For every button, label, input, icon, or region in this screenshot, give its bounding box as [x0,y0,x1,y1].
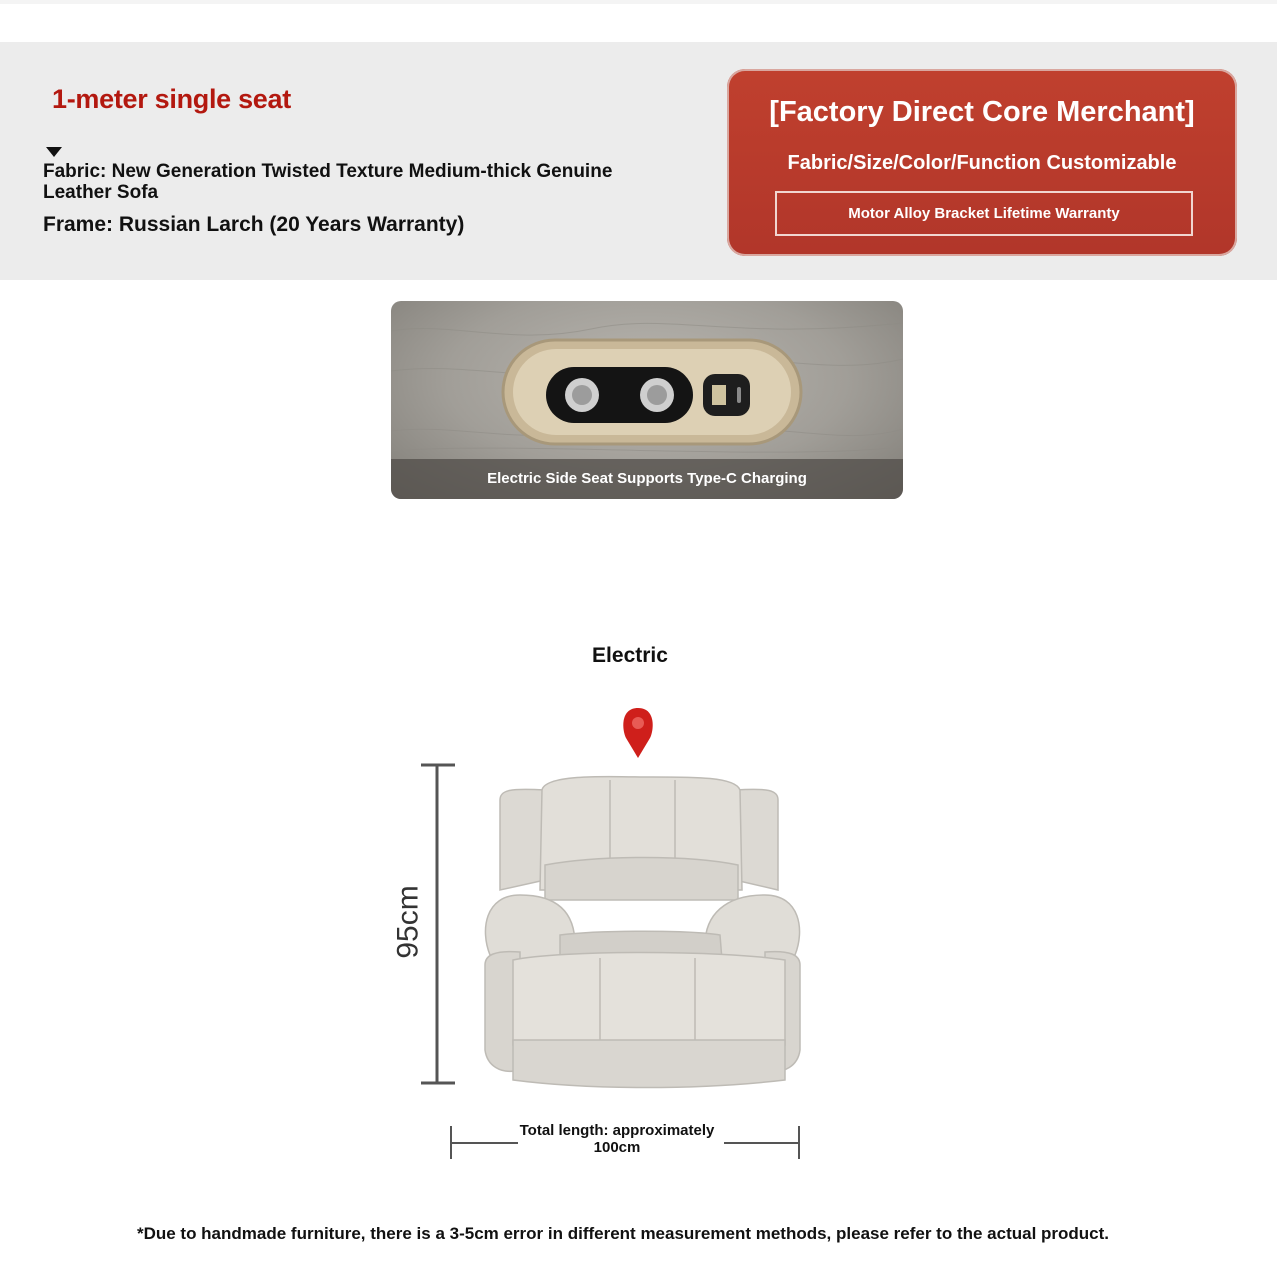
merchant-badge-subtitle: Fabric/Size/Color/Function Customizable [787,152,1177,174]
height-measure-line [421,765,455,1083]
length-dimension: Total length: approximately 100cm [519,1122,715,1156]
product-title: 1-meter single seat [52,84,291,114]
location-pin-icon [623,708,652,758]
control-panel-caption: Electric Side Seat Supports Type-C Charging [391,459,903,499]
height-dimension: 95cm [391,885,425,959]
frame-spec: Frame: Russian Larch (20 Years Warranty) [43,213,465,236]
recliner-chair-illustration [485,777,800,1088]
function-label: Electric [592,644,668,667]
merchant-badge-title: [Factory Direct Core Merchant] [769,96,1195,128]
warranty-label: Motor Alloy Bracket Lifetime Warranty [775,191,1193,236]
disclaimer-note: *Due to handmade furniture, there is a 3-5cm error in different measurement methods, please refer to the actual product. [136,1224,1110,1243]
fabric-spec: Fabric: New Generation Twisted Texture Medium-thick Genuine Leather Sofa [43,161,613,203]
